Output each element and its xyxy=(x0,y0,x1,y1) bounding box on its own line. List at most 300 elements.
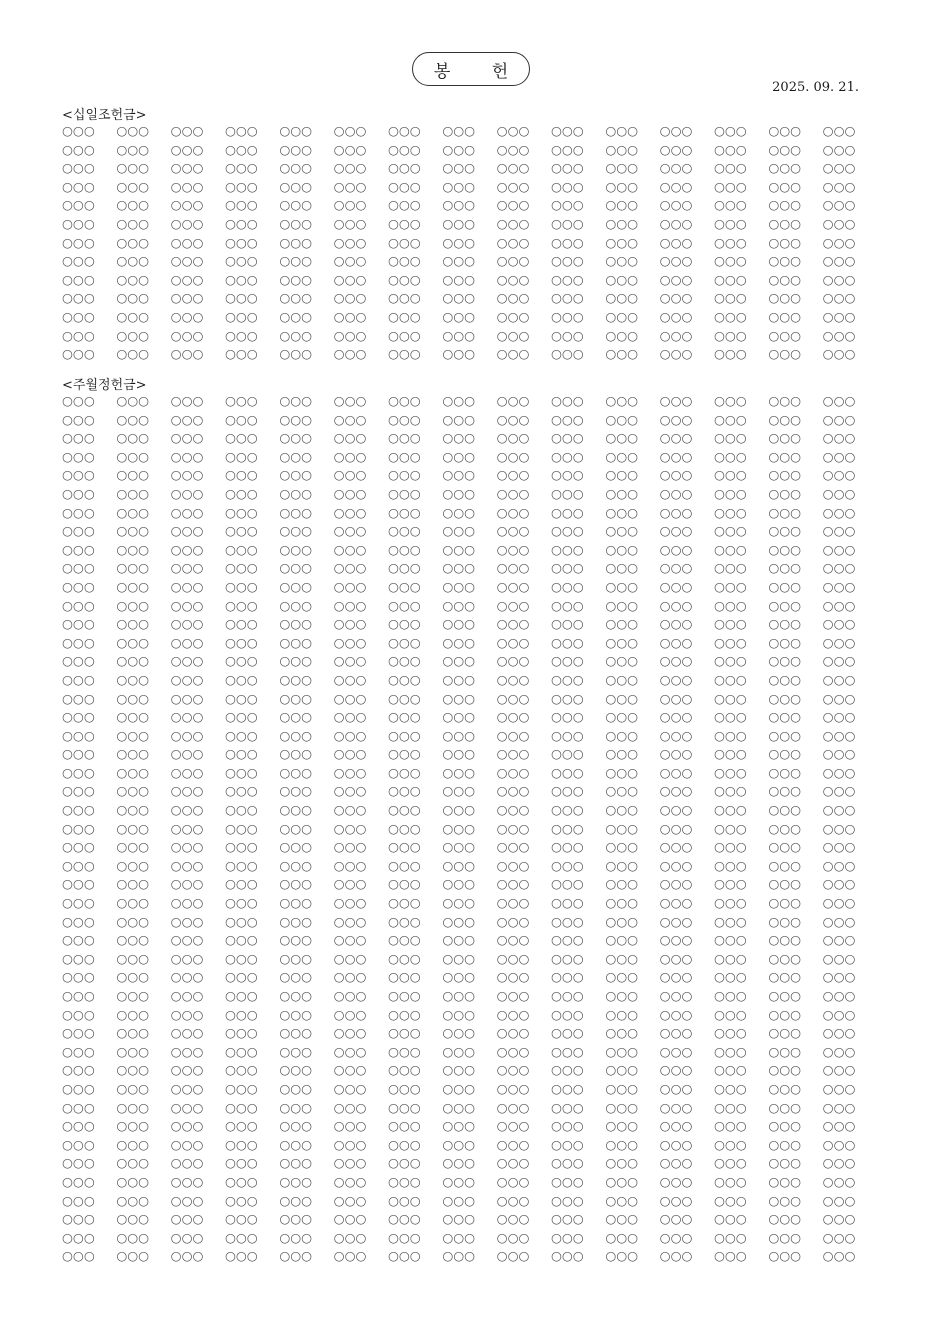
donor-name-placeholder: ○○○ xyxy=(605,913,639,929)
donor-name-placeholder: ○○○ xyxy=(333,839,367,855)
donor-name-placeholder: ○○○ xyxy=(387,178,421,194)
donor-name-placeholder: ○○○ xyxy=(822,523,856,539)
donor-name-placeholder: ○○○ xyxy=(768,197,802,213)
donor-name-placeholder: ○○○ xyxy=(550,578,584,594)
donor-name-placeholder: ○○○ xyxy=(605,411,639,427)
donor-name-placeholder: ○○○ xyxy=(279,727,313,743)
donor-name-placeholder: ○○○ xyxy=(442,411,476,427)
donor-name-placeholder: ○○○ xyxy=(442,541,476,557)
donor-name-placeholder: ○○○ xyxy=(387,160,421,176)
donor-name-placeholder: ○○○ xyxy=(170,1173,204,1189)
donor-name-placeholder: ○○○ xyxy=(387,746,421,762)
donor-name-placeholder: ○○○ xyxy=(333,485,367,501)
donor-name-placeholder: ○○○ xyxy=(116,616,150,632)
donor-name-placeholder: ○○○ xyxy=(170,895,204,911)
donor-name-placeholder: ○○○ xyxy=(768,560,802,576)
donor-name-placeholder: ○○○ xyxy=(333,597,367,613)
donor-name-placeholder: ○○○ xyxy=(442,671,476,687)
donor-name-placeholder: ○○○ xyxy=(605,308,639,324)
donor-name-placeholder: ○○○ xyxy=(279,1062,313,1078)
donor-name-placeholder: ○○○ xyxy=(116,895,150,911)
donor-name-placeholder: ○○○ xyxy=(62,727,95,743)
donor-name-placeholder: ○○○ xyxy=(170,1025,204,1041)
donor-name-placeholder: ○○○ xyxy=(116,197,150,213)
donor-name-placeholder: ○○○ xyxy=(496,895,530,911)
donor-name-placeholder: ○○○ xyxy=(496,504,530,520)
donor-name-placeholder: ○○○ xyxy=(116,802,150,818)
donor-name-placeholder: ○○○ xyxy=(224,969,258,985)
donor-name-placeholder: ○○○ xyxy=(62,448,95,464)
donor-name-placeholder: ○○○ xyxy=(659,178,693,194)
donor-name-placeholder: ○○○ xyxy=(333,523,367,539)
donor-name-placeholder: ○○○ xyxy=(442,616,476,632)
donor-name-placeholder: ○○○ xyxy=(605,504,639,520)
donor-name-placeholder: ○○○ xyxy=(170,1211,204,1227)
donor-name-placeholder: ○○○ xyxy=(496,1192,530,1208)
donor-name-placeholder: ○○○ xyxy=(550,1155,584,1171)
donor-name-placeholder: ○○○ xyxy=(442,1211,476,1227)
donor-name-placeholder: ○○○ xyxy=(442,197,476,213)
donor-name-placeholder: ○○○ xyxy=(62,634,95,650)
donor-name-placeholder: ○○○ xyxy=(768,950,802,966)
donor-name-placeholder: ○○○ xyxy=(605,215,639,231)
donor-name-placeholder: ○○○ xyxy=(170,988,204,1003)
donor-name-placeholder: ○○○ xyxy=(279,1136,313,1152)
donor-name-placeholder: ○○○ xyxy=(442,215,476,231)
donor-name-placeholder: ○○○ xyxy=(550,969,584,985)
donor-name-placeholder: ○○○ xyxy=(279,616,313,632)
donor-name-placeholder: ○○○ xyxy=(333,857,367,873)
donor-name-placeholder: ○○○ xyxy=(116,541,150,557)
donor-name-placeholder: ○○○ xyxy=(170,253,204,269)
donor-name-placeholder: ○○○ xyxy=(768,1155,802,1171)
donor-name-placeholder: ○○○ xyxy=(62,671,95,687)
donor-name-placeholder: ○○○ xyxy=(333,764,367,780)
donor-name-placeholder: ○○○ xyxy=(550,895,584,911)
donor-name-placeholder: ○○○ xyxy=(659,234,693,250)
donor-name-placeholder: ○○○ xyxy=(822,1099,856,1115)
donor-name-placeholder: ○○○ xyxy=(496,160,530,176)
donor-name-placeholder: ○○○ xyxy=(605,448,639,464)
donor-name-placeholder: ○○○ xyxy=(279,541,313,557)
donor-name-placeholder: ○○○ xyxy=(713,709,747,725)
donor-name-placeholder: ○○○ xyxy=(116,783,150,799)
donor-name-placeholder: ○○○ xyxy=(170,1136,204,1152)
donor-name-placeholder: ○○○ xyxy=(822,234,856,250)
donor-name-placeholder: ○○○ xyxy=(822,346,856,362)
donor-name-placeholder: ○○○ xyxy=(170,597,204,613)
donor-name-placeholder: ○○○ xyxy=(822,541,856,557)
donor-name-placeholder: ○○○ xyxy=(550,1062,584,1078)
donor-name-placeholder: ○○○ xyxy=(170,876,204,892)
donor-name-placeholder: ○○○ xyxy=(333,1025,367,1041)
donor-name-placeholder: ○○○ xyxy=(713,327,747,343)
donor-name-placeholder: ○○○ xyxy=(713,393,747,408)
donor-name-placeholder: ○○○ xyxy=(659,839,693,855)
donor-name-placeholder: ○○○ xyxy=(387,215,421,231)
donor-name-placeholder: ○○○ xyxy=(116,746,150,762)
donor-name-placeholder: ○○○ xyxy=(496,411,530,427)
donor-name-placeholder: ○○○ xyxy=(387,1155,421,1171)
donor-name-placeholder: ○○○ xyxy=(605,671,639,687)
donor-name-placeholder: ○○○ xyxy=(442,141,476,157)
donor-name-placeholder: ○○○ xyxy=(62,876,95,892)
donor-name-placeholder: ○○○ xyxy=(279,411,313,427)
donor-name-placeholder: ○○○ xyxy=(387,1062,421,1078)
donor-name-placeholder: ○○○ xyxy=(333,160,367,176)
donor-name-placeholder: ○○○ xyxy=(333,178,367,194)
donor-name-placeholder: ○○○ xyxy=(387,485,421,501)
donor-name-placeholder: ○○○ xyxy=(62,541,95,557)
donor-name-placeholder: ○○○ xyxy=(442,160,476,176)
donor-name-placeholder: ○○○ xyxy=(170,578,204,594)
donor-name-placeholder: ○○○ xyxy=(659,690,693,706)
donor-name-placeholder: ○○○ xyxy=(224,1080,258,1096)
donor-name-placeholder: ○○○ xyxy=(822,1080,856,1096)
donor-name-placeholder: ○○○ xyxy=(822,504,856,520)
donor-name-placeholder: ○○○ xyxy=(170,160,204,176)
donor-name-placeholder: ○○○ xyxy=(442,727,476,743)
donor-name-placeholder: ○○○ xyxy=(62,1006,95,1022)
donor-name-placeholder: ○○○ xyxy=(224,308,258,324)
donor-name-placeholder: ○○○ xyxy=(62,197,95,213)
donor-name-placeholder: ○○○ xyxy=(768,327,802,343)
donor-name-placeholder: ○○○ xyxy=(605,1155,639,1171)
donor-name-placeholder: ○○○ xyxy=(62,1099,95,1115)
donor-name-placeholder: ○○○ xyxy=(62,253,95,269)
donor-name-placeholder: ○○○ xyxy=(442,597,476,613)
donor-name-placeholder: ○○○ xyxy=(333,1062,367,1078)
donor-name-placeholder: ○○○ xyxy=(713,1155,747,1171)
donor-name-placeholder: ○○○ xyxy=(62,783,95,799)
donor-name-placeholder: ○○○ xyxy=(768,1118,802,1134)
donor-name-placeholder: ○○○ xyxy=(116,969,150,985)
donor-name-placeholder: ○○○ xyxy=(333,1192,367,1208)
donor-name-placeholder: ○○○ xyxy=(224,393,258,408)
donor-name-placeholder: ○○○ xyxy=(822,1043,856,1059)
donor-name-placeholder: ○○○ xyxy=(279,1155,313,1171)
donor-name-placeholder: ○○○ xyxy=(62,178,95,194)
donor-name-placeholder: ○○○ xyxy=(713,727,747,743)
donor-name-placeholder: ○○○ xyxy=(387,932,421,948)
donor-name-placeholder: ○○○ xyxy=(605,764,639,780)
donor-name-placeholder: ○○○ xyxy=(224,485,258,501)
donor-name-placeholder: ○○○ xyxy=(387,1043,421,1059)
donor-name-placeholder: ○○○ xyxy=(62,430,95,446)
donor-name-placeholder: ○○○ xyxy=(822,764,856,780)
donor-name-placeholder: ○○○ xyxy=(822,988,856,1003)
donor-name-placeholder: ○○○ xyxy=(279,1025,313,1041)
donor-name-placeholder: ○○○ xyxy=(442,430,476,446)
donor-name-placeholder: ○○○ xyxy=(333,634,367,650)
donor-name-placeholder: ○○○ xyxy=(768,709,802,725)
donor-name-placeholder: ○○○ xyxy=(768,653,802,669)
donor-name-placeholder: ○○○ xyxy=(768,783,802,799)
donor-name-placeholder: ○○○ xyxy=(822,969,856,985)
donor-name-placeholder: ○○○ xyxy=(659,895,693,911)
donor-name-placeholder: ○○○ xyxy=(279,876,313,892)
donor-name-placeholder: ○○○ xyxy=(550,634,584,650)
donor-name-placeholder: ○○○ xyxy=(116,764,150,780)
donor-name-placeholder: ○○○ xyxy=(170,215,204,231)
donor-name-placeholder: ○○○ xyxy=(333,271,367,287)
donor-name-placeholder: ○○○ xyxy=(442,988,476,1003)
donor-name-placeholder: ○○○ xyxy=(659,504,693,520)
donor-name-placeholder: ○○○ xyxy=(116,1136,150,1152)
donor-name-placeholder: ○○○ xyxy=(279,1192,313,1208)
donor-name-placeholder: ○○○ xyxy=(116,346,150,362)
donor-name-placeholder: ○○○ xyxy=(550,1080,584,1096)
donor-name-placeholder: ○○○ xyxy=(713,485,747,501)
donor-name-placeholder: ○○○ xyxy=(279,895,313,911)
donor-name-placeholder: ○○○ xyxy=(605,234,639,250)
donor-name-placeholder: ○○○ xyxy=(442,308,476,324)
donor-name-placeholder: ○○○ xyxy=(116,876,150,892)
donor-name-placeholder: ○○○ xyxy=(713,1043,747,1059)
donor-name-placeholder: ○○○ xyxy=(713,876,747,892)
donor-name-placeholder: ○○○ xyxy=(224,234,258,250)
donor-name-placeholder: ○○○ xyxy=(605,430,639,446)
donor-name-placeholder: ○○○ xyxy=(442,1080,476,1096)
donor-name-placeholder: ○○○ xyxy=(279,839,313,855)
donor-name-placeholder: ○○○ xyxy=(768,671,802,687)
donor-name-placeholder: ○○○ xyxy=(170,1118,204,1134)
donor-name-placeholder: ○○○ xyxy=(387,253,421,269)
donor-name-placeholder: ○○○ xyxy=(713,802,747,818)
donor-name-placeholder: ○○○ xyxy=(605,1229,639,1245)
donor-name-placeholder: ○○○ xyxy=(170,1006,204,1022)
donor-name-placeholder: ○○○ xyxy=(605,932,639,948)
donor-name-placeholder: ○○○ xyxy=(822,820,856,836)
donor-name-placeholder: ○○○ xyxy=(170,485,204,501)
donor-name-placeholder: ○○○ xyxy=(822,327,856,343)
donor-name-placeholder: ○○○ xyxy=(496,746,530,762)
section-header-tithe: <십일조헌금> xyxy=(62,108,147,123)
donor-name-placeholder: ○○○ xyxy=(659,597,693,613)
donor-name-placeholder: ○○○ xyxy=(442,504,476,520)
donor-name-placeholder: ○○○ xyxy=(659,123,693,138)
donor-name-placeholder: ○○○ xyxy=(442,932,476,948)
donor-name-placeholder: ○○○ xyxy=(170,671,204,687)
donor-name-placeholder: ○○○ xyxy=(496,653,530,669)
donor-name-placeholder: ○○○ xyxy=(550,616,584,632)
donor-name-placeholder: ○○○ xyxy=(713,1118,747,1134)
donor-name-placeholder: ○○○ xyxy=(387,969,421,985)
donor-name-placeholder: ○○○ xyxy=(333,988,367,1003)
donor-name-placeholder: ○○○ xyxy=(768,597,802,613)
donor-name-placeholder: ○○○ xyxy=(550,197,584,213)
donor-name-placeholder: ○○○ xyxy=(62,1211,95,1227)
donor-name-placeholder: ○○○ xyxy=(768,393,802,408)
donor-name-placeholder: ○○○ xyxy=(713,448,747,464)
donor-name-placeholder: ○○○ xyxy=(116,839,150,855)
donor-name-placeholder: ○○○ xyxy=(279,1099,313,1115)
donor-name-placeholder: ○○○ xyxy=(496,141,530,157)
donor-name-placeholder: ○○○ xyxy=(62,346,95,362)
donor-name-placeholder: ○○○ xyxy=(442,123,476,138)
donor-name-placeholder: ○○○ xyxy=(62,523,95,539)
donor-name-placeholder: ○○○ xyxy=(713,411,747,427)
donor-name-placeholder: ○○○ xyxy=(659,160,693,176)
donor-name-placeholder: ○○○ xyxy=(496,1229,530,1245)
donor-name-placeholder: ○○○ xyxy=(713,1229,747,1245)
donor-name-placeholder: ○○○ xyxy=(224,634,258,650)
donor-name-placeholder: ○○○ xyxy=(768,1173,802,1189)
donor-name-placeholder: ○○○ xyxy=(550,932,584,948)
donor-name-placeholder: ○○○ xyxy=(170,932,204,948)
donor-name-placeholder: ○○○ xyxy=(659,746,693,762)
donor-name-placeholder: ○○○ xyxy=(333,746,367,762)
donor-name-placeholder: ○○○ xyxy=(279,969,313,985)
donor-name-placeholder: ○○○ xyxy=(659,616,693,632)
donor-name-placeholder: ○○○ xyxy=(387,1136,421,1152)
donor-name-placeholder: ○○○ xyxy=(333,876,367,892)
donor-name-placeholder: ○○○ xyxy=(550,709,584,725)
donor-name-placeholder: ○○○ xyxy=(116,448,150,464)
donor-name-placeholder: ○○○ xyxy=(116,932,150,948)
donor-name-placeholder: ○○○ xyxy=(659,1248,693,1264)
donor-name-placeholder: ○○○ xyxy=(768,690,802,706)
donor-name-placeholder: ○○○ xyxy=(496,857,530,873)
donor-name-placeholder: ○○○ xyxy=(442,178,476,194)
donor-name-placeholder: ○○○ xyxy=(387,653,421,669)
donor-name-placeholder: ○○○ xyxy=(224,411,258,427)
donor-name-placeholder: ○○○ xyxy=(170,234,204,250)
donor-name-placeholder: ○○○ xyxy=(496,913,530,929)
donor-name-placeholder: ○○○ xyxy=(713,1211,747,1227)
donor-name-placeholder: ○○○ xyxy=(659,560,693,576)
donor-name-placeholder: ○○○ xyxy=(822,197,856,213)
donor-name-placeholder: ○○○ xyxy=(62,709,95,725)
donor-name-placeholder: ○○○ xyxy=(496,1099,530,1115)
donor-name-placeholder: ○○○ xyxy=(496,197,530,213)
donor-name-placeholder: ○○○ xyxy=(550,160,584,176)
donor-name-placeholder: ○○○ xyxy=(550,653,584,669)
donor-name-placeholder: ○○○ xyxy=(224,1155,258,1171)
donor-name-placeholder: ○○○ xyxy=(224,271,258,287)
donor-name-placeholder: ○○○ xyxy=(387,802,421,818)
donor-name-placeholder: ○○○ xyxy=(333,411,367,427)
donor-name-placeholder: ○○○ xyxy=(170,346,204,362)
donor-name-placeholder: ○○○ xyxy=(224,430,258,446)
donor-name-placeholder: ○○○ xyxy=(279,578,313,594)
donor-name-placeholder: ○○○ xyxy=(170,1043,204,1059)
donor-name-placeholder: ○○○ xyxy=(605,271,639,287)
donor-name-placeholder: ○○○ xyxy=(605,141,639,157)
donor-name-placeholder: ○○○ xyxy=(659,969,693,985)
donor-name-placeholder: ○○○ xyxy=(496,541,530,557)
donor-name-placeholder: ○○○ xyxy=(768,141,802,157)
donor-name-placeholder: ○○○ xyxy=(224,327,258,343)
donor-name-placeholder: ○○○ xyxy=(333,253,367,269)
donor-name-placeholder: ○○○ xyxy=(62,485,95,501)
donor-name-placeholder: ○○○ xyxy=(605,1192,639,1208)
donor-name-placeholder: ○○○ xyxy=(279,1248,313,1264)
donor-name-placeholder: ○○○ xyxy=(387,467,421,483)
donor-name-placeholder: ○○○ xyxy=(822,253,856,269)
donor-name-placeholder: ○○○ xyxy=(442,1248,476,1264)
donor-name-placeholder: ○○○ xyxy=(550,1211,584,1227)
donor-name-placeholder: ○○○ xyxy=(442,523,476,539)
donor-name-placeholder: ○○○ xyxy=(768,448,802,464)
donor-name-placeholder: ○○○ xyxy=(496,1136,530,1152)
donor-name-placeholder: ○○○ xyxy=(496,234,530,250)
donor-name-placeholder: ○○○ xyxy=(713,616,747,632)
donor-name-placeholder: ○○○ xyxy=(659,876,693,892)
donor-name-placeholder: ○○○ xyxy=(224,290,258,306)
donor-name-placeholder: ○○○ xyxy=(62,1136,95,1152)
donor-name-placeholder: ○○○ xyxy=(659,578,693,594)
donor-name-placeholder: ○○○ xyxy=(224,820,258,836)
donor-name-placeholder: ○○○ xyxy=(822,467,856,483)
donor-name-placeholder: ○○○ xyxy=(822,1118,856,1134)
donor-name-placeholder: ○○○ xyxy=(659,308,693,324)
donor-name-placeholder: ○○○ xyxy=(768,764,802,780)
donor-name-placeholder: ○○○ xyxy=(605,690,639,706)
donor-name-placeholder: ○○○ xyxy=(713,653,747,669)
donor-name-placeholder: ○○○ xyxy=(822,746,856,762)
donor-name-placeholder: ○○○ xyxy=(768,308,802,324)
donor-name-placeholder: ○○○ xyxy=(116,504,150,520)
donor-name-placeholder: ○○○ xyxy=(550,234,584,250)
donor-name-placeholder: ○○○ xyxy=(822,913,856,929)
donor-name-placeholder: ○○○ xyxy=(713,671,747,687)
donor-name-placeholder: ○○○ xyxy=(659,1229,693,1245)
donor-name-placeholder: ○○○ xyxy=(116,1155,150,1171)
donor-name-placeholder: ○○○ xyxy=(279,308,313,324)
donor-name-placeholder: ○○○ xyxy=(442,913,476,929)
donor-name-placeholder: ○○○ xyxy=(768,857,802,873)
donor-name-placeholder: ○○○ xyxy=(659,988,693,1003)
donor-name-placeholder: ○○○ xyxy=(605,1099,639,1115)
donor-name-placeholder: ○○○ xyxy=(496,876,530,892)
donor-name-placeholder: ○○○ xyxy=(659,290,693,306)
donor-name-placeholder: ○○○ xyxy=(387,727,421,743)
donor-name-placeholder: ○○○ xyxy=(116,253,150,269)
donor-name-placeholder: ○○○ xyxy=(170,1062,204,1078)
donor-name-placeholder: ○○○ xyxy=(279,746,313,762)
donor-name-placeholder: ○○○ xyxy=(387,346,421,362)
donor-name-placeholder: ○○○ xyxy=(550,1136,584,1152)
donor-name-placeholder: ○○○ xyxy=(170,913,204,929)
donor-name-placeholder: ○○○ xyxy=(659,253,693,269)
donor-name-placeholder: ○○○ xyxy=(116,178,150,194)
donor-name-placeholder: ○○○ xyxy=(442,1229,476,1245)
donor-name-placeholder: ○○○ xyxy=(496,1155,530,1171)
donor-name-placeholder: ○○○ xyxy=(387,393,421,408)
donor-name-placeholder: ○○○ xyxy=(496,560,530,576)
donor-name-placeholder: ○○○ xyxy=(170,653,204,669)
donor-name-placeholder: ○○○ xyxy=(768,578,802,594)
donor-name-placeholder: ○○○ xyxy=(822,1025,856,1041)
donor-name-placeholder: ○○○ xyxy=(713,467,747,483)
donor-name-placeholder: ○○○ xyxy=(279,448,313,464)
donor-name-placeholder: ○○○ xyxy=(116,271,150,287)
donor-name-placeholder: ○○○ xyxy=(387,783,421,799)
donor-name-placeholder: ○○○ xyxy=(768,1192,802,1208)
donor-name-placeholder: ○○○ xyxy=(224,1192,258,1208)
donor-name-placeholder: ○○○ xyxy=(822,178,856,194)
donor-name-placeholder: ○○○ xyxy=(333,141,367,157)
donor-name-placeholder: ○○○ xyxy=(116,820,150,836)
donor-name-placeholder: ○○○ xyxy=(713,988,747,1003)
donor-name-placeholder: ○○○ xyxy=(62,1025,95,1041)
donor-name-placeholder: ○○○ xyxy=(170,746,204,762)
donor-name-placeholder: ○○○ xyxy=(550,764,584,780)
donor-name-placeholder: ○○○ xyxy=(713,541,747,557)
donor-name-placeholder: ○○○ xyxy=(116,1043,150,1059)
donor-name-placeholder: ○○○ xyxy=(496,485,530,501)
